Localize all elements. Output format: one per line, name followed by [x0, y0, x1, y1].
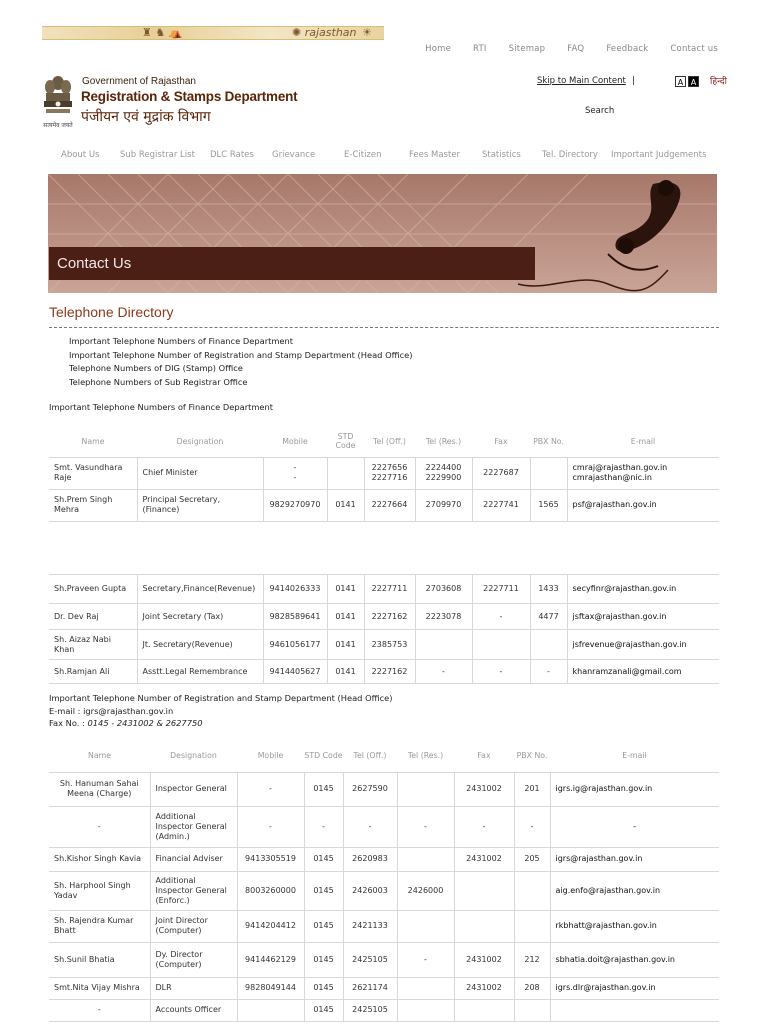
contact-us-bar — [49, 247, 535, 281]
cell-designation: Dy. Director (Computer) — [150, 942, 237, 977]
cell-fax — [472, 630, 530, 660]
banner-title: Contact Us — [57, 255, 132, 272]
cell-tel-off: 2421133 — [343, 910, 397, 942]
main-nav — [48, 150, 718, 164]
cell-mobile: 9828049144 — [237, 977, 304, 999]
home-link[interactable]: Home — [425, 44, 452, 54]
col-email: E-mail — [630, 436, 656, 446]
cell-email[interactable]: jsftax@rajasthan.gov.in — [567, 604, 719, 630]
link-head-office[interactable]: Important Telephone Number of Registration and Stamp Department (Head Office) — [69, 349, 413, 360]
cell-email[interactable]: jsfrevenue@rajasthan.gov.in — [567, 630, 719, 660]
cell-fax: 2431002 — [454, 977, 514, 999]
cell-mobile: 9461056177 — [263, 630, 327, 660]
cell-std-code: 0141 — [327, 604, 364, 630]
table-row — [49, 871, 719, 910]
cell-tel-off: 2227664 — [364, 489, 415, 521]
col-pbx: PBX No. — [516, 751, 548, 761]
col-std: STD Code — [335, 432, 356, 451]
col-designation: Designation — [170, 751, 217, 761]
finance-table-continued — [49, 574, 719, 684]
table-row — [49, 630, 719, 660]
cell-fax: - — [454, 806, 514, 847]
head-office-table — [49, 740, 719, 1022]
nav-dlc-rates[interactable]: DLC Rates — [210, 150, 254, 160]
cell-tel-res: 2426000 — [397, 871, 454, 910]
state-emblem-icon — [42, 73, 74, 127]
cell-fax: - — [472, 604, 530, 630]
cell-mobile: - - — [263, 457, 327, 489]
col-name: Name — [87, 751, 111, 761]
cell-name: Dr. Dev Raj — [49, 604, 137, 630]
cell-tel-off: 2425105 — [343, 942, 397, 977]
table-row — [49, 806, 719, 847]
cell-tel-res: 2224400 2229900 — [415, 457, 472, 489]
font-contrast-button[interactable]: A — [688, 76, 699, 87]
cell-email[interactable]: cmraj@rajasthan.gov.in cmrajasthan@nic.in — [567, 457, 719, 489]
cell-tel-off: 2385753 — [364, 630, 415, 660]
cell-designation: Financial Adviser — [150, 847, 237, 871]
nav-statistics[interactable]: Statistics — [482, 150, 521, 160]
cell-std-code: 0145 — [304, 942, 343, 977]
col-tel-off: Tel (Off.) — [373, 436, 406, 446]
cell-email[interactable]: khanramzanali@gmail.com — [567, 660, 719, 684]
cell-tel-off: 2227711 — [364, 575, 415, 604]
cell-designation: Secretary,Finance(Revenue) — [137, 575, 263, 604]
nav-grievance[interactable]: Grievance — [272, 150, 316, 160]
cell-email[interactable] — [550, 999, 719, 1021]
email-label: E-mail : — [49, 706, 84, 716]
cell-tel-res — [415, 630, 472, 660]
cell-designation: Additional Inspector General (Admin.) — [150, 806, 237, 847]
cell-name: Sh. Rajendra Kumar Bhatt — [49, 910, 150, 942]
fax-value: 0145 - 2431002 & 2627750 — [87, 718, 203, 728]
cell-pbx: - — [514, 806, 550, 847]
cell-std-code: 0145 — [304, 847, 343, 871]
cell-tel-res: - — [397, 942, 454, 977]
cell-tel-off: 2425105 — [343, 999, 397, 1021]
cell-designation: Asstt.Legal Remembrance — [137, 660, 263, 684]
cell-email[interactable]: igrs@rajasthan.gov.in — [550, 847, 719, 871]
cell-designation: Joint Director (Computer) — [150, 910, 237, 942]
table-row — [49, 575, 719, 604]
cell-designation: Jt. Secretary(Revenue) — [137, 630, 263, 660]
cell-name: Sh.Sunil Bhatia — [49, 942, 150, 977]
table-row — [49, 942, 719, 977]
cell-name: Sh. Harphool Singh Yadav — [49, 871, 150, 910]
cell-email[interactable]: secyfinr@rajasthan.gov.in — [567, 575, 719, 604]
head-office-email — [49, 706, 173, 716]
head-office-fax — [49, 718, 203, 728]
cell-name: Sh.Praveen Gupta — [49, 575, 137, 604]
col-tel-res: Tel (Res.) — [407, 751, 444, 761]
rti-link[interactable]: RTI — [473, 44, 487, 54]
emblem-motto: सत्यमेव जयते — [43, 122, 73, 129]
directory-links — [69, 335, 413, 390]
cell-tel-res — [397, 977, 454, 999]
cell-pbx: 201 — [514, 772, 550, 806]
cell-std-code: 0145 — [304, 977, 343, 999]
cell-fax: 2431002 — [454, 942, 514, 977]
cell-fax — [454, 999, 514, 1021]
table-row — [49, 660, 719, 684]
table-row — [49, 604, 719, 630]
cell-pbx: 212 — [514, 942, 550, 977]
cell-name: Sh. Aizaz Nabi Khan — [49, 630, 137, 660]
hindi-link[interactable]: हिन्दी — [710, 77, 728, 87]
strip-figures: ♜ ♞ ⛺ — [142, 26, 183, 39]
nav-e-citizen[interactable]: E-Citizen — [344, 150, 382, 160]
table-header — [49, 426, 719, 457]
table-row — [49, 910, 719, 942]
cell-name: Smt. Vasundhara Raje — [49, 457, 137, 489]
cell-email[interactable]: sbhatia.doit@rajasthan.gov.in — [550, 942, 719, 977]
cell-pbx — [530, 457, 567, 489]
cell-name: Smt.Nita Vijay Mishra — [49, 977, 150, 999]
cell-mobile: - — [237, 772, 304, 806]
cell-designation: Inspector General — [150, 772, 237, 806]
top-decor-strip — [42, 26, 384, 40]
dept-title: Registration & Stamps Department — [81, 88, 298, 104]
table-row — [49, 772, 719, 806]
link-finance-department[interactable]: Important Telephone Numbers of Finance Department — [69, 336, 294, 346]
col-name: Name — [81, 436, 105, 446]
cell-mobile: 9413305519 — [237, 847, 304, 871]
cell-tel-res — [397, 847, 454, 871]
cell-name: Sh.Kishor Singh Kavia — [49, 847, 150, 871]
cell-mobile: 9414204412 — [237, 910, 304, 942]
cell-mobile: 8003260000 — [237, 871, 304, 910]
cell-email[interactable]: rkbhatt@rajasthan.gov.in — [550, 910, 719, 942]
table-row — [49, 489, 719, 521]
cell-designation: DLR — [150, 977, 237, 999]
cell-mobile: - — [237, 806, 304, 847]
font-normal-button[interactable]: A — [675, 76, 686, 87]
finance-heading: Important Telephone Numbers of Finance Department — [49, 402, 274, 412]
cell-tel-off: 2621174 — [343, 977, 397, 999]
cell-name: Sh.Ramjan Ali — [49, 660, 137, 684]
cell-fax — [454, 871, 514, 910]
title-divider — [49, 327, 719, 328]
cell-email[interactable]: psf@rajasthan.gov.in — [567, 489, 719, 521]
cell-fax: 2227711 — [472, 575, 530, 604]
cell-tel-res: 2223078 — [415, 604, 472, 630]
skip-to-content-link[interactable]: Skip to Main Content — [537, 76, 626, 86]
nav-fees-master[interactable]: Fees Master — [409, 150, 461, 160]
cell-pbx — [514, 910, 550, 942]
col-tel-res: Tel (Res.) — [425, 436, 462, 446]
cell-pbx: 1433 — [530, 575, 567, 604]
cell-std-code: 0141 — [327, 630, 364, 660]
cell-tel-off: 2426003 — [343, 871, 397, 910]
table-row — [49, 847, 719, 871]
cell-pbx — [514, 999, 550, 1021]
cell-tel-off: 2227162 — [364, 604, 415, 630]
cell-mobile: 9828589641 — [263, 604, 327, 630]
faq-link[interactable]: FAQ — [567, 44, 585, 54]
cell-pbx: - — [530, 660, 567, 684]
cell-pbx: 4477 — [530, 604, 567, 630]
col-mobile: Mobile — [257, 751, 284, 761]
cell-email[interactable]: igrs.dlr@rajasthan.gov.in — [550, 977, 719, 999]
cell-std-code: 0141 — [327, 575, 364, 604]
cell-tel-off: 2227162 — [364, 660, 415, 684]
cell-name: Sh.Prem Singh Mehra — [49, 489, 137, 521]
table-header — [49, 740, 719, 772]
cell-std-code: 0145 — [304, 910, 343, 942]
cell-designation: Additional Inspector General (Enforc.) — [150, 871, 237, 910]
rajasthan-logo: ✺ rajasthan — [292, 26, 357, 39]
table-row — [49, 457, 719, 489]
cell-fax — [454, 910, 514, 942]
cell-tel-off: 2627590 — [343, 772, 397, 806]
cell-pbx: 205 — [514, 847, 550, 871]
cell-fax: 2431002 — [454, 847, 514, 871]
col-fax: Fax — [494, 436, 508, 446]
cell-tel-res: 2709970 — [415, 489, 472, 521]
cell-name: - — [49, 999, 150, 1021]
cell-tel-res — [397, 910, 454, 942]
table-row — [49, 977, 719, 999]
col-pbx: PBX No. — [533, 436, 564, 446]
head-office-heading: Important Telephone Number of Registration and Stamp Department (Head Office) — [49, 693, 393, 703]
cell-tel-res: - — [397, 806, 454, 847]
utility-nav — [403, 44, 718, 54]
cell-mobile: 9414026333 — [263, 575, 327, 604]
cell-pbx: 208 — [514, 977, 550, 999]
cell-fax: 2227741 — [472, 489, 530, 521]
col-mobile: Mobile — [282, 436, 308, 446]
cell-tel-off: 2620983 — [343, 847, 397, 871]
cell-name: Sh. Hanuman Sahai Meena (Charge) — [49, 772, 150, 806]
gov-title: Government of Rajasthan — [82, 76, 196, 87]
cell-tel-off: 2227656 2227716 — [364, 457, 415, 489]
cell-pbx: 1565 — [530, 489, 567, 521]
col-email: E-mail — [622, 751, 647, 761]
cell-designation: Joint Secretary (Tax) — [137, 604, 263, 630]
nav-about-us[interactable]: About Us — [61, 150, 100, 160]
col-designation: Designation — [176, 436, 224, 446]
cell-email[interactable]: igrs.ig@rajasthan.gov.in — [550, 772, 719, 806]
cell-designation: Accounts Officer — [150, 999, 237, 1021]
dept-title-hindi: पंजीयन एवं मुद्रांक विभाग — [81, 109, 211, 125]
feedback-link[interactable]: Feedback — [606, 44, 649, 54]
cell-std-code: 0145 — [304, 871, 343, 910]
cell-tel-res — [397, 999, 454, 1021]
cell-mobile: 9829270970 — [263, 489, 327, 521]
cell-name: - — [49, 806, 150, 847]
col-tel-off: Tel (Off.) — [353, 751, 387, 761]
cell-mobile — [237, 999, 304, 1021]
cell-fax: - — [472, 660, 530, 684]
cell-mobile: 9414405627 — [263, 660, 327, 684]
col-fax: Fax — [477, 751, 491, 761]
cell-designation: Chief Minister — [137, 457, 263, 489]
cell-pbx — [530, 630, 567, 660]
cell-mobile: 9414462129 — [237, 942, 304, 977]
search-label[interactable]: Search — [585, 106, 615, 116]
cell-pbx — [514, 871, 550, 910]
cell-email[interactable]: - — [550, 806, 719, 847]
cell-std-code: 0145 — [304, 999, 343, 1021]
cell-email[interactable]: aig.enfo@rajasthan.gov.in — [550, 871, 719, 910]
link-dig-stamp-office[interactable]: Telephone Numbers of DIG (Stamp) Office — [69, 363, 243, 374]
cell-tel-res: 2703608 — [415, 575, 472, 604]
link-sub-registrar-office[interactable]: Telephone Numbers of Sub Registrar Office — [69, 377, 248, 388]
cell-tel-off: - — [343, 806, 397, 847]
cell-tel-res: - — [415, 660, 472, 684]
cell-std-code: - — [304, 806, 343, 847]
cell-std-code — [327, 457, 364, 489]
page-title: Telephone Directory — [49, 304, 174, 320]
email-value: igrs@rajasthan.gov.in — [83, 706, 174, 716]
fax-label: Fax No. : — [49, 718, 88, 728]
sun-icon: ☀ — [362, 26, 372, 39]
cell-std-code: 0141 — [327, 660, 364, 684]
nav-tel-directory[interactable]: Tel. Directory — [542, 150, 598, 160]
col-std: STD Code — [304, 751, 343, 761]
cell-std-code: 0145 — [304, 772, 343, 806]
contact-link[interactable]: Contact us — [670, 44, 718, 54]
cell-fax: 2431002 — [454, 772, 514, 806]
cell-tel-res — [397, 772, 454, 806]
cell-designation: Principal Secretary, (Finance) — [137, 489, 263, 521]
cell-fax: 2227687 — [472, 457, 530, 489]
table-row — [49, 999, 719, 1021]
separator: | — [632, 76, 636, 86]
sitemap-link[interactable]: Sitemap — [508, 44, 546, 54]
finance-table — [49, 426, 719, 522]
nav-sub-registrar-list[interactable]: Sub Registrar List — [120, 150, 195, 160]
cell-std-code: 0141 — [327, 489, 364, 521]
nav-important-judgements[interactable]: Important Judgements — [611, 150, 707, 160]
